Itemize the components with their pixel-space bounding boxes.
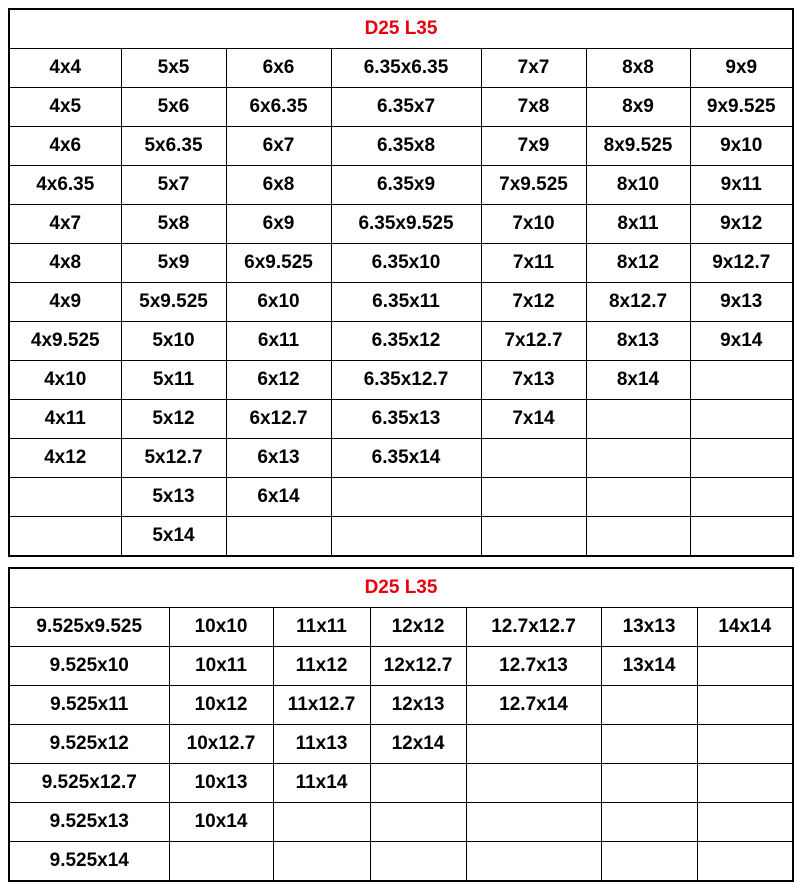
- size-cell: 4x12: [9, 439, 121, 478]
- table-row: [9, 127, 793, 166]
- size-cell-empty: [697, 725, 793, 764]
- size-cell: 5x9.525: [121, 283, 226, 322]
- size-cell: 6.35x11: [331, 283, 481, 322]
- size-cell: 6x12.7: [226, 400, 331, 439]
- size-cell: 9x11: [690, 166, 793, 205]
- size-cell: 9.525x13: [9, 803, 169, 842]
- size-cell: 14x14: [697, 608, 793, 647]
- size-cell: 5x14: [121, 517, 226, 557]
- size-cell-empty: [370, 803, 466, 842]
- size-cell-empty: [466, 842, 601, 882]
- size-cell-empty: [601, 764, 697, 803]
- size-cell-empty: [690, 361, 793, 400]
- size-cell: 6x11: [226, 322, 331, 361]
- size-cell: 8x9.525: [586, 127, 690, 166]
- size-cell: 5x12: [121, 400, 226, 439]
- size-cell: 5x6.35: [121, 127, 226, 166]
- size-cell: 6.35x12.7: [331, 361, 481, 400]
- size-cell: 11x12: [273, 647, 370, 686]
- size-cell: 9x13: [690, 283, 793, 322]
- size-cell-empty: [601, 842, 697, 882]
- size-cell: 4x9.525: [9, 322, 121, 361]
- table-row: [9, 764, 793, 803]
- size-cell-empty: [586, 439, 690, 478]
- size-cell: 6.35x6.35: [331, 49, 481, 88]
- size-cell-empty: [586, 400, 690, 439]
- size-cell-empty: [690, 517, 793, 557]
- size-cell: 8x11: [586, 205, 690, 244]
- table-row: [9, 842, 793, 882]
- size-cell: 10x12: [169, 686, 273, 725]
- size-cell: 8x9: [586, 88, 690, 127]
- table-row: [9, 517, 793, 557]
- size-cell: 6x10: [226, 283, 331, 322]
- size-cell: 9.525x11: [9, 686, 169, 725]
- size-cell: 6.35x12: [331, 322, 481, 361]
- size-cell: 13x13: [601, 608, 697, 647]
- size-cell: 5x12.7: [121, 439, 226, 478]
- size-cell: 10x12.7: [169, 725, 273, 764]
- size-cell: 7x14: [481, 400, 586, 439]
- table-title: D25 L35: [9, 568, 793, 608]
- size-cell: 8x12.7: [586, 283, 690, 322]
- size-cell: 10x10: [169, 608, 273, 647]
- size-cell-empty: [601, 686, 697, 725]
- size-cell: 4x6.35: [9, 166, 121, 205]
- size-cell-empty: [586, 478, 690, 517]
- size-cell: 4x9: [9, 283, 121, 322]
- size-cell: 7x7: [481, 49, 586, 88]
- size-cell: 9.525x12: [9, 725, 169, 764]
- size-cell: 6x14: [226, 478, 331, 517]
- table-row: [9, 647, 793, 686]
- table-row: [9, 439, 793, 478]
- size-cell: 9x9.525: [690, 88, 793, 127]
- size-cell: 12.7x12.7: [466, 608, 601, 647]
- size-cell-empty: [481, 439, 586, 478]
- size-cell: 6x9.525: [226, 244, 331, 283]
- size-cell: 12x12.7: [370, 647, 466, 686]
- size-cell: 10x11: [169, 647, 273, 686]
- size-cell: 7x9: [481, 127, 586, 166]
- size-cell: 12x13: [370, 686, 466, 725]
- size-cell: 8x8: [586, 49, 690, 88]
- size-cell-empty: [481, 478, 586, 517]
- table-row: [9, 803, 793, 842]
- table-title-row: [9, 568, 793, 608]
- size-cell: 10x13: [169, 764, 273, 803]
- table-row: [9, 608, 793, 647]
- size-cell: 5x10: [121, 322, 226, 361]
- size-cell-empty: [601, 725, 697, 764]
- size-cell-empty: [370, 764, 466, 803]
- size-cell: 6x7: [226, 127, 331, 166]
- size-cell: 10x14: [169, 803, 273, 842]
- size-cell: 8x10: [586, 166, 690, 205]
- table-title: D25 L35: [9, 9, 793, 49]
- size-cell: 5x7: [121, 166, 226, 205]
- size-cell-empty: [331, 478, 481, 517]
- size-cell: 12x14: [370, 725, 466, 764]
- size-cell-empty: [273, 842, 370, 882]
- size-cell: 7x10: [481, 205, 586, 244]
- size-cell: 6x6: [226, 49, 331, 88]
- size-cell-empty: [697, 803, 793, 842]
- size-cell-empty: [481, 517, 586, 557]
- size-cell: 9x9: [690, 49, 793, 88]
- table-row: [9, 686, 793, 725]
- table-row: [9, 88, 793, 127]
- size-cell: 9.525x9.525: [9, 608, 169, 647]
- size-cell: 7x9.525: [481, 166, 586, 205]
- table-row: [9, 361, 793, 400]
- size-table-2: [8, 567, 794, 882]
- size-cell: 6.35x10: [331, 244, 481, 283]
- size-cell: 6x6.35: [226, 88, 331, 127]
- size-cell: 5x8: [121, 205, 226, 244]
- size-cell: 4x8: [9, 244, 121, 283]
- table-row: [9, 283, 793, 322]
- table-row: [9, 322, 793, 361]
- size-cell: 12x12: [370, 608, 466, 647]
- size-cell: 11x13: [273, 725, 370, 764]
- size-cell-empty: [226, 517, 331, 557]
- table-row: [9, 166, 793, 205]
- size-cell: 5x9: [121, 244, 226, 283]
- size-cell: 6x8: [226, 166, 331, 205]
- table-row: [9, 49, 793, 88]
- size-cell: 4x10: [9, 361, 121, 400]
- size-cell-empty: [697, 842, 793, 882]
- size-cell: 6.35x9.525: [331, 205, 481, 244]
- size-cell: 5x5: [121, 49, 226, 88]
- size-cell: 11x12.7: [273, 686, 370, 725]
- size-cell: 4x6: [9, 127, 121, 166]
- size-cell: 9x12: [690, 205, 793, 244]
- size-cell: 5x11: [121, 361, 226, 400]
- size-cell-empty: [331, 517, 481, 557]
- size-cell: 8x14: [586, 361, 690, 400]
- table-title-row: [9, 9, 793, 49]
- size-cell: 9.525x14: [9, 842, 169, 882]
- size-cell: 9.525x12.7: [9, 764, 169, 803]
- size-cell: 6.35x7: [331, 88, 481, 127]
- size-cell-empty: [9, 478, 121, 517]
- size-cell-empty: [690, 439, 793, 478]
- size-cell-empty: [466, 803, 601, 842]
- size-cell: 7x12.7: [481, 322, 586, 361]
- size-cell: 6x9: [226, 205, 331, 244]
- size-cell: 9.525x10: [9, 647, 169, 686]
- size-cell: 6x12: [226, 361, 331, 400]
- size-table-1: [8, 8, 794, 557]
- size-cell: 9x12.7: [690, 244, 793, 283]
- table-row: [9, 725, 793, 764]
- size-cell: 13x14: [601, 647, 697, 686]
- table-row: [9, 244, 793, 283]
- size-cell-empty: [697, 647, 793, 686]
- size-cell-empty: [466, 725, 601, 764]
- table-row: [9, 400, 793, 439]
- size-cell: 8x12: [586, 244, 690, 283]
- size-cell: 4x4: [9, 49, 121, 88]
- size-cell: 6.35x8: [331, 127, 481, 166]
- size-cell: 7x11: [481, 244, 586, 283]
- size-cell: 9x10: [690, 127, 793, 166]
- size-cell-empty: [690, 400, 793, 439]
- size-cell-empty: [169, 842, 273, 882]
- size-cell-empty: [9, 517, 121, 557]
- size-cell: 12.7x14: [466, 686, 601, 725]
- size-cell: 6.35x14: [331, 439, 481, 478]
- size-cell: 4x11: [9, 400, 121, 439]
- size-cell: 6x13: [226, 439, 331, 478]
- size-cell-empty: [697, 686, 793, 725]
- size-cell: 8x13: [586, 322, 690, 361]
- size-cell-empty: [586, 517, 690, 557]
- size-cell-empty: [697, 764, 793, 803]
- size-cell: 9x14: [690, 322, 793, 361]
- size-cell: 4x7: [9, 205, 121, 244]
- size-cell: 5x6: [121, 88, 226, 127]
- size-cell: 5x13: [121, 478, 226, 517]
- size-cell: 6.35x9: [331, 166, 481, 205]
- size-cell-empty: [370, 842, 466, 882]
- size-cell: 11x14: [273, 764, 370, 803]
- size-cell: 6.35x13: [331, 400, 481, 439]
- size-cell: 7x13: [481, 361, 586, 400]
- size-cell-empty: [273, 803, 370, 842]
- size-cell: 12.7x13: [466, 647, 601, 686]
- size-cell-empty: [690, 478, 793, 517]
- size-cell: 4x5: [9, 88, 121, 127]
- size-cell-empty: [601, 803, 697, 842]
- size-cell: 11x11: [273, 608, 370, 647]
- table-row: [9, 478, 793, 517]
- size-cell: 7x12: [481, 283, 586, 322]
- table-row: [9, 205, 793, 244]
- size-cell: 7x8: [481, 88, 586, 127]
- size-cell-empty: [466, 764, 601, 803]
